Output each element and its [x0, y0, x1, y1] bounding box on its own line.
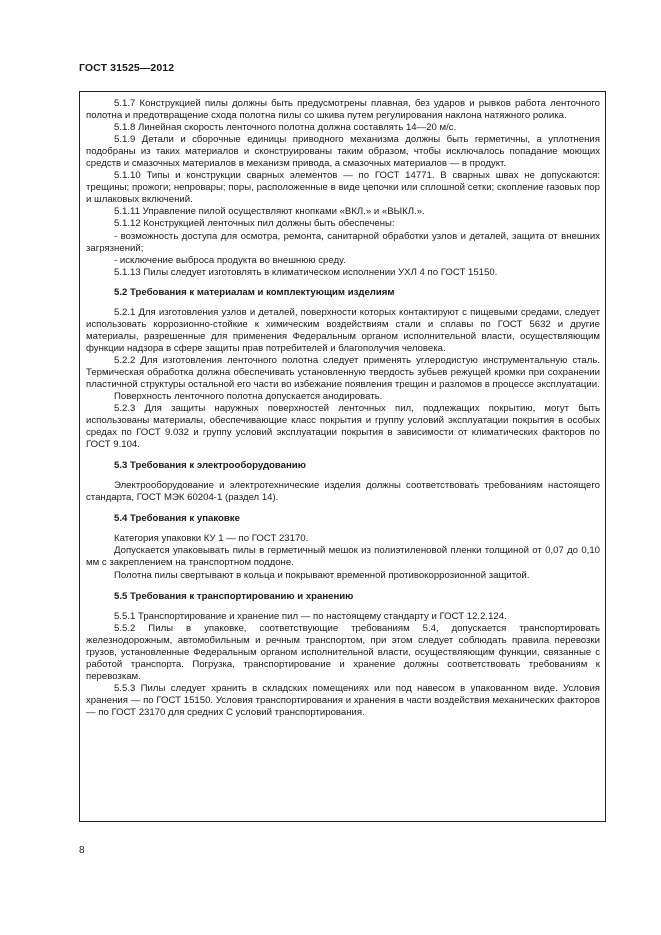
section-heading-5-5: 5.5 Требования к транспортированию и хранению [114, 590, 354, 602]
clause-5-1-9: 5.1.9 Детали и сборочные единицы приводного механизма должны быть герметичны, а уплотнения подобраны из таких материалов и сконструированы таким образом, чтобы исключалось попадание моющих средств и смазочных материалов в механизм привода, а смазочных материалов — в продукт. [86, 134, 600, 170]
clause-5-2-3: 5.2.3 Для защиты наружных поверхностей ленточных пил, подлежащих покрытию, могут быть использованы материалы, обеспечивающие класс покрытия и группу условий эксплуатации покрытия в особых средах по ГОСТ 9.032 и группу условий эксплуатации покрытия в зависимости от климатических факторов по ГОСТ 9.104. [86, 403, 600, 451]
clause-5-5-2: 5.5.2 Пилы в упаковке, соответствующие требованиям 5.4, допускается транспортировать железнодорожным, автомобильным и речным транспортом, при этом следует соблюдать правила перевозки грузов, установленные Федеральным органом исполнительной власти, осуществляющим функции, связанные с работой транспорта. Погрузка, транспортирование и хранение должны соответствовать требованиям к перевозкам. [86, 622, 600, 682]
clause-5-1-12-item-2: - исключение выброса продукта во внешнюю среду. [114, 254, 346, 266]
document-body [86, 98, 600, 719]
clause-5-1-7: 5.1.7 Конструкцией пилы должны быть предусмотрены плавная, без ударов и рывков работа ленточного полотна и предотвращение схода полотна пилы со шкива путем регулирования наклона натяжного ролика. [86, 98, 600, 122]
page-number: 8 [79, 845, 85, 856]
section-heading-5-4: 5.4 Требования к упаковке [114, 513, 240, 525]
clause-5-4-blades: Полотна пилы свертывают в кольца и покрывают временной противокоррозионной защитой. [114, 569, 530, 581]
document-header: ГОСТ 31525—2012 [79, 62, 175, 74]
clause-5-5-3: 5.5.3 Пилы следует хранить в складских помещениях или под навесом в упакованном виде. Условия хранения — по ГОСТ 15150. Условия транспортирования и хранения в части воздействия механических факторов — по ГОСТ 23170 для средних С условий транспортирования. [86, 682, 600, 718]
clause-5-4-packing: Допускается упаковывать пилы в герметичный мешок из полиэтиленовой пленки толщиной от 0,07 до 0,10 мм с закреплением на транспортном поддоне. [86, 545, 600, 569]
clause-5-1-8: 5.1.8 Линейная скорость ленточного полотна должна составлять 14—20 м/с. [114, 122, 457, 134]
clause-5-5-1: 5.5.1 Транспортирование и хранение пил — по настоящему стандарту и ГОСТ 12.2.124. [114, 610, 507, 622]
clause-5-2-2-note: Поверхность ленточного полотна допускается анодировать. [114, 391, 383, 403]
clause-5-2-1: 5.2.1 Для изготовления узлов и деталей, поверхности которых контактируют с пищевыми средами, следует использовать коррозионно-стойкие к химическим воздействиям стали и сплавы по ГОСТ 5632 и другие материалы, разрешенные для применения Федеральным органом исполнительной власти, осуществляющим функции надзора в сфере защиты прав потребителей и благополучия человека. [86, 306, 600, 354]
clause-5-1-12: 5.1.12 Конструкцией ленточных пил должны быть обеспечены: [114, 218, 395, 230]
clause-5-1-12-item-1: - возможность доступа для осмотра, ремонта, санитарной обработки узлов и деталей, защита от внешних загрязнений; [86, 230, 600, 254]
clause-5-1-13: 5.1.13 Пилы следует изготовлять в климатическом исполнении УХЛ 4 по ГОСТ 15150. [114, 266, 498, 278]
clause-5-4-category: Категория упаковки КУ 1 — по ГОСТ 23170. [114, 533, 309, 545]
section-heading-5-3: 5.3 Требования к электрооборудованию [114, 460, 306, 472]
section-heading-5-2: 5.2 Требования к материалам и комплектующим изделиям [114, 286, 395, 298]
clause-5-2-2: 5.2.2 Для изготовления ленточного полотна следует применять углеродистую инструментальную сталь. Термическая обработка должна обеспечивать установленную твердость зубьев режущей кромки при сохранении пластичной структуры остальной его части во избежание появления трещин и разломов в процессе эксплуатации. [86, 354, 600, 390]
clause-5-3: Электрооборудование и электротехнические изделия должны соответствовать требованиям настоящего стандарта, ГОСТ МЭК 60204-1 (раздел 14). [86, 480, 600, 504]
clause-5-1-10: 5.1.10 Типы и конструкции сварных элементов — по ГОСТ 14771. В сварных швах не допускаются: трещины; прожоги; непровары; поры, расположенные в виде цепочки или сплошной сетки; скопление газовых пор и шлаковых включений. [86, 170, 600, 206]
clause-5-1-11: 5.1.11 Управление пилой осуществляют кнопками «ВКЛ.» и «ВЫКЛ.». [114, 206, 425, 218]
